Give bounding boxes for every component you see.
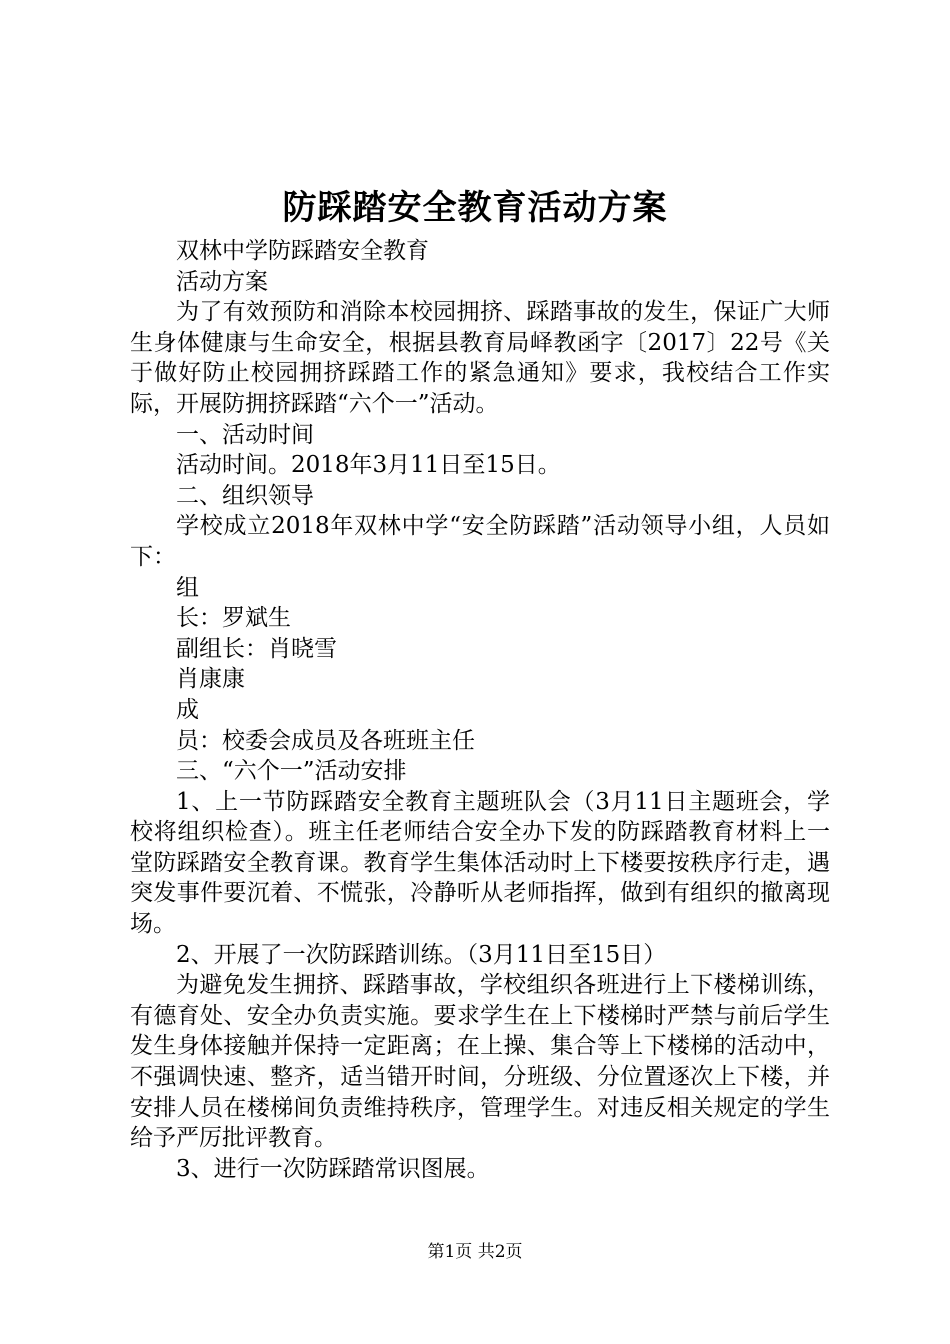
document-body: [130, 236, 830, 1184]
paragraph-activity-2-heading: 2、开展了一次防踩踏训练。（3月11日至15日）: [176, 941, 667, 968]
paragraph-leader-label: 组: [176, 574, 199, 601]
paragraph-time: 活动时间。2018年3月11日至15日。: [176, 452, 561, 479]
document-title: 防踩踏安全教育活动方案: [282, 188, 668, 228]
paragraph-deputy-leader-2: 肖康康: [176, 666, 245, 693]
section-heading-leadership: 二、组织领导: [176, 482, 314, 509]
page-footer: 第1页 共2页: [427, 1242, 523, 1262]
paragraph-intro: 为了有效预防和消除本校园拥挤、踩踏事故的发生，保证广大师生身体健康与生命安全，根据县教育局峄教函字〔2017〕22号《关于做好防止校园拥挤踩踏工作的紧急通知》要求，我校结合工作实际，开展防拥挤踩踏“六个一”活动。: [130, 299, 830, 417]
paragraph-activity-3-heading: 3、进行一次防踩踏常识图展。: [176, 1155, 490, 1182]
paragraph-deputy-leader: 副组长：肖晓雪: [176, 635, 337, 662]
section-heading-time: 一、活动时间: [176, 421, 314, 448]
paragraph-activity-1: 1、上一节防踩踏安全教育主题班队会（3月11日主题班会，学校将组织检查）。班主任老师结合安全办下发的防踩踏教育材料上一堂防踩踏安全教育课。教育学生集体活动时上下楼要按秩序行走，遇突发事件要沉着、不慌张，冷静听从老师指挥，做到有组织的撤离现场。: [130, 788, 830, 938]
paragraph-activity-2-body: 为避免发生拥挤、踩踏事故，学校组织各班进行上下楼梯训练，有德育处、安全办负责实施。要求学生在上下楼梯时严禁与前后学生发生身体接触并保持一定距离；在上操、集合等上下楼梯的活动中，不强调快速、整齐，适当错开时间，分班级、分位置逐次上下楼，并安排人员在楼梯间负责维持秩序，管理学生。对违反相关规定的学生给予严厉批评教育。: [130, 972, 830, 1152]
paragraph-school-heading: 双林中学防踩踏安全教育: [176, 238, 429, 264]
paragraph-plan-heading: 活动方案: [176, 268, 268, 295]
paragraph-leadership: 学校成立2018年双林中学“安全防踩踏”活动领导小组，人员如下：: [130, 513, 830, 570]
paragraph-leader-name: 长：罗斌生: [176, 605, 291, 632]
section-heading-activities: 三、“六个一”活动安排: [176, 758, 407, 785]
paragraph-member-label: 成: [176, 696, 199, 723]
paragraph-members: 员：校委会成员及各班班主任: [176, 727, 475, 754]
